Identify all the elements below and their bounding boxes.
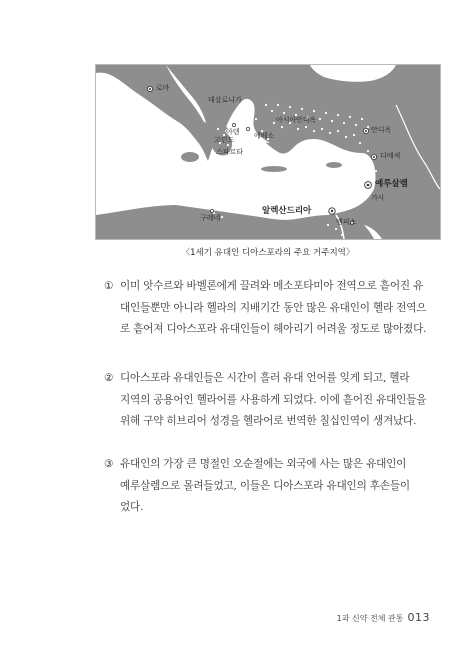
paragraph-line: 유대인의 가장 큰 명절인 오순절에는 외국에 사는 많은 유대인이 (120, 458, 407, 470)
map-label-athens: 아덴 (226, 128, 240, 136)
map-label-alexandria: 알렉산드리아 (262, 206, 312, 216)
paragraph-line: 로 흩어져 디아스포라 유대인들이 헤아리기 어려울 정도로 많아졌다. (120, 323, 427, 335)
map-label-jerusalem: 예루살렘 (375, 179, 408, 189)
paragraph-line: 었다. (120, 501, 144, 513)
sicily (181, 152, 199, 162)
map-label-rome: 로마 (156, 84, 170, 92)
paragraph-line: 지역의 공용어인 헬라어를 사용하게 되었다. 이에 흩어진 유대인들을 (120, 393, 427, 406)
map-label-antioch-pisidia: 안디옥 (296, 116, 317, 124)
map-label-gaza: 가사 (371, 194, 385, 202)
paragraph-line: 예루살렘으로 몰려들었고, 이들은 디아스포라 유대인의 후손들이 (120, 479, 410, 492)
map-label-sparta: 스파르타 (216, 148, 244, 156)
map-caption: 〈1세기 유대인 디아스포라의 주요 거주지역〉 (181, 248, 355, 258)
paragraph-line: 디아스포라 유대인들은 시간이 흘러 유대 언어를 잊게 되고, 헬라 (120, 372, 410, 384)
paragraph-line: 대인들뿐만 아니라 헬라의 지배기간 동안 많은 유대인이 헬라 전역으 (120, 301, 427, 314)
map-figure (95, 64, 441, 240)
paragraph-3 (104, 454, 440, 519)
paragraph-number: ③ (104, 458, 114, 470)
footer-chapter-title: 1과 신약 전체 관통 (336, 614, 404, 623)
crete (261, 166, 287, 172)
map-label-ephesus: 에베소 (254, 132, 275, 140)
map-label-corinth: 고린도 (214, 136, 235, 144)
map-label-antioch: 안디옥 (371, 126, 392, 134)
city-marker-ephesus (246, 127, 249, 130)
city-marker-corinth (232, 123, 235, 126)
paragraph-number: ② (104, 372, 114, 384)
paragraph-number: ① (104, 280, 114, 292)
map-label-asia: 아시아 (276, 116, 297, 124)
map-label-thessalonica: 데살로니가 (208, 96, 242, 104)
paragraph-line: 이미 앗수르와 바벨론에게 끌려와 메소포타미아 전역으로 흩어진 유 (120, 280, 424, 292)
paragraph-2 (104, 368, 440, 433)
map-label-cyrene: 구레네 (200, 214, 221, 222)
cyprus (326, 162, 342, 168)
paragraph-line: 위해 구약 히브리어 성경을 헬라어로 번역한 칠십인역이 생겨났다. (120, 415, 417, 427)
page-number: 013 (407, 611, 430, 624)
city-marker-cyrene (210, 209, 213, 212)
map-label-memphis: 멤피스 (336, 218, 357, 226)
page-footer (337, 611, 430, 624)
map-label-damascus: 디메섹 (380, 152, 401, 160)
paragraph-1 (104, 276, 440, 341)
